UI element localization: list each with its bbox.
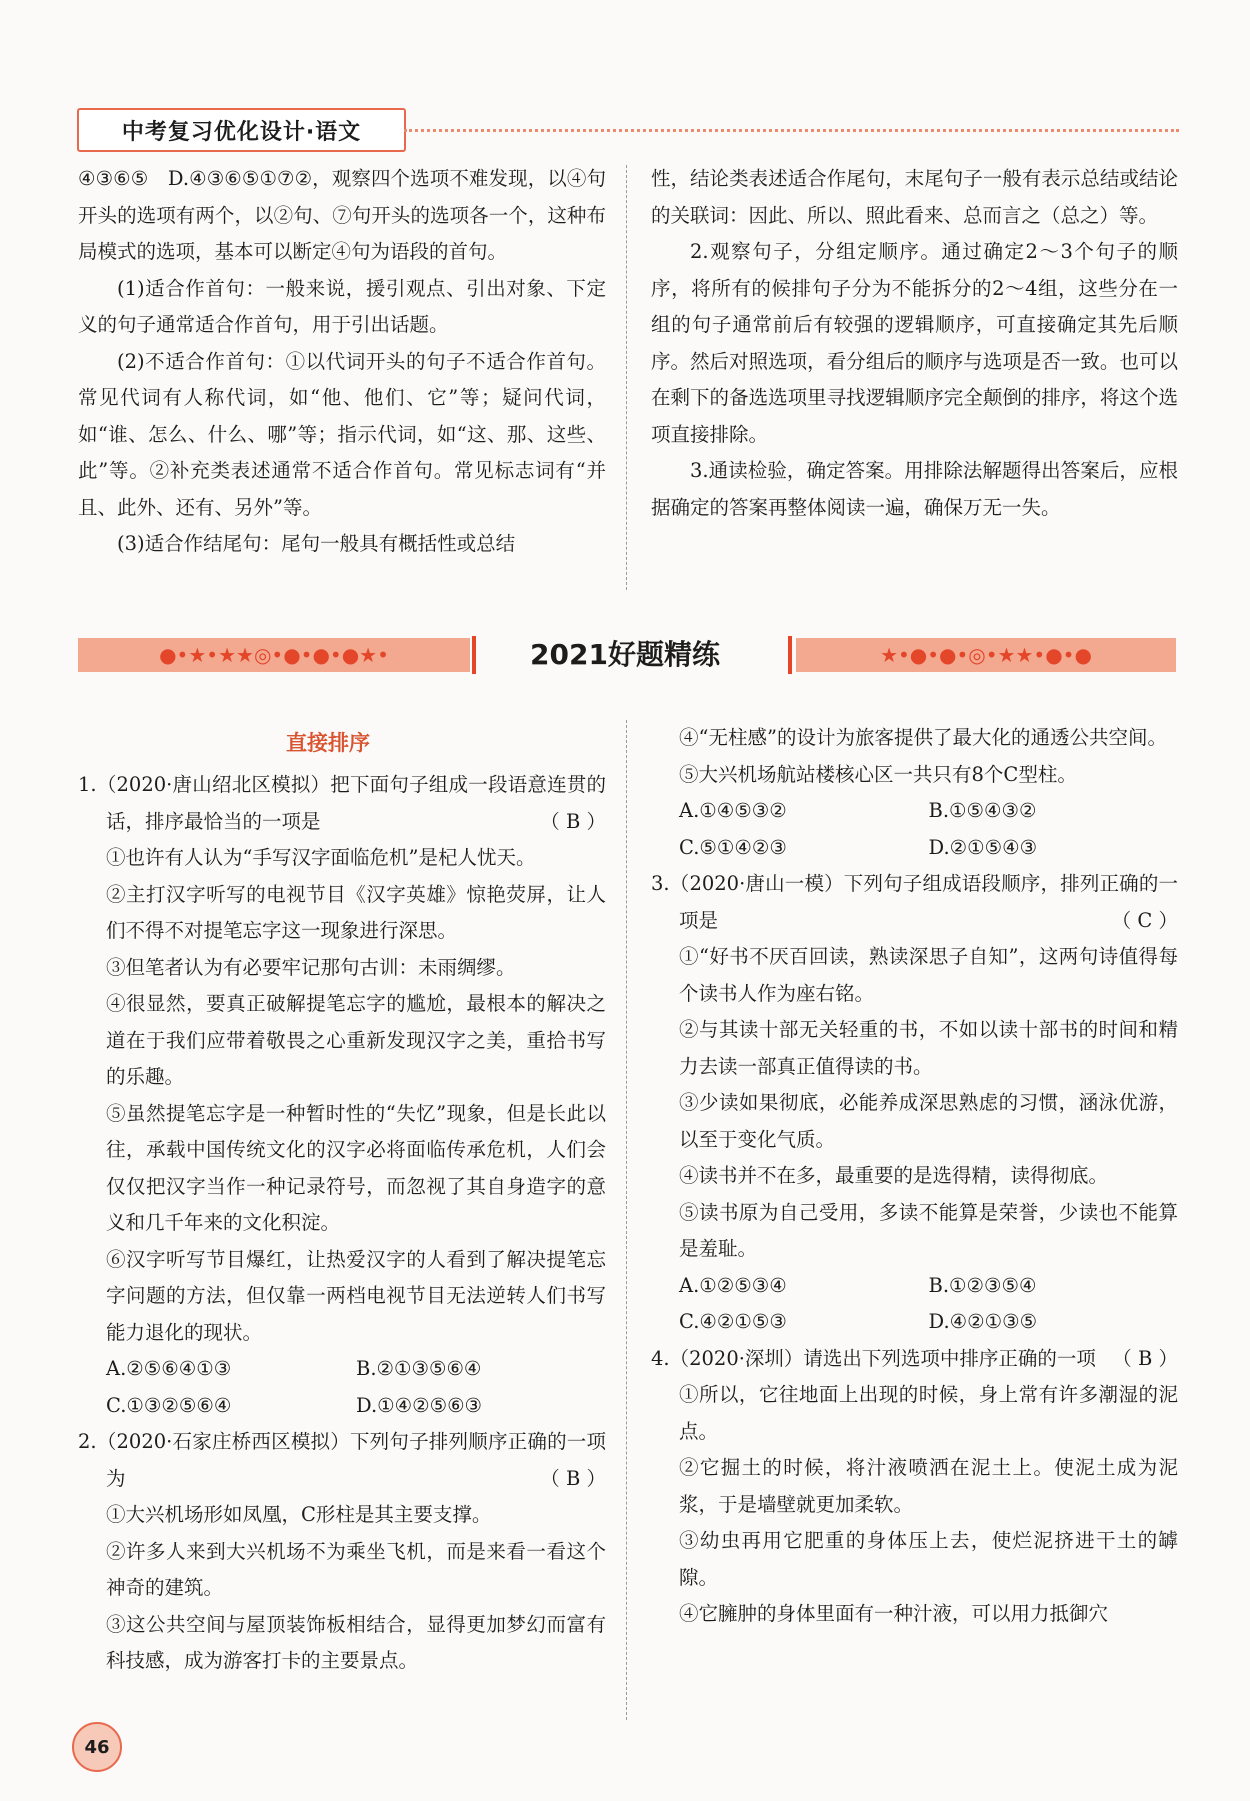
option: B.②①③⑤⑥④ <box>356 1357 482 1380</box>
option: D.④②①③⑤ <box>928 1310 1038 1333</box>
banner-bar-left <box>472 636 476 674</box>
banner-right <box>796 638 1176 672</box>
option: C.⑤①④②③ <box>679 835 787 859</box>
decoration-icons: ●•★•★★◎•●•●•●★• <box>159 643 389 667</box>
option: D.①④②⑤⑥③ <box>356 1393 483 1417</box>
option: D.②①⑤④③ <box>928 835 1038 859</box>
list-item: ③这公共空间与屋顶装饰板相结合，显得更加梦幻而富有科技感，成为游客打卡的主要景点。 <box>106 1612 606 1672</box>
paragraph: (1)适合作首句：一般来说，援引观点、引出对象、下定义的句子通常适合作首句，用于引出话题。 <box>78 276 606 336</box>
list-item: ②与其读十部无关轻重的书，不如以读十部书的时间和精力去读一部真正值得读的书。 <box>679 1018 1178 1078</box>
option: C.④②①⑤③ <box>679 1310 787 1333</box>
header-dotted-line <box>404 129 1179 132</box>
option: A.①④⑤③② <box>679 799 787 822</box>
list-item: ⑤大兴机场航站楼核心区一共只有8个C型柱。 <box>679 762 1077 786</box>
list-item: ①也许有人认为“手写汉字面临危机”是杞人忧天。 <box>106 846 536 869</box>
answer: （ C ） <box>1111 908 1178 932</box>
question-stem: 2.（2020·石家庄桥西区模拟）下列句子排列顺序正确的一项为 （ B ） <box>78 1424 606 1497</box>
list-item: ①所以，它往地面上出现的时候，身上常有许多潮湿的泥点。 <box>679 1383 1178 1443</box>
column-divider <box>626 720 627 1720</box>
list-item: ⑤读书原为自己受用，多读不能算是荣誉，少读也不能算是羞耻。 <box>679 1200 1178 1260</box>
list-item: ①大兴机场形如凤凰，C形柱是其主要支撑。 <box>106 1503 492 1526</box>
decoration-icons: ★•●•●•◎•★★•●•● <box>880 643 1092 667</box>
option: C.①③②⑤⑥④ <box>106 1393 232 1417</box>
header-title: 中考复习优化设计·语文 <box>77 108 406 152</box>
paragraph: ④③⑥⑤ D.④③⑥⑤①⑦②，观察四个选项不难发现，以④句开头的选项有两个，以②句、⑦句开头的选项各一个，这种布局模式的选项，基本可以断定④句为语段的首句。 <box>78 167 606 263</box>
options-row <box>651 793 1178 830</box>
options-row <box>78 1351 606 1388</box>
answer: （ B ） <box>1112 1346 1178 1370</box>
list-item: ③幼虫再用它肥重的身体压上去，使烂泥挤进干土的罅隙。 <box>679 1529 1178 1589</box>
bottom-left-column <box>78 767 606 1680</box>
list-item: ④“无柱感”的设计为旅客提供了最大化的通透公共空间。 <box>679 726 1167 749</box>
question-stem: 3.（2020·唐山一模）下列句子组成语段顺序，排列正确的一项是 （ C ） <box>651 866 1178 939</box>
section-title: 2021好题精练 <box>530 638 720 671</box>
subsection-title: 直接排序 <box>286 731 370 755</box>
option: A.②⑤⑥④①③ <box>106 1357 232 1380</box>
options-row <box>78 1388 606 1425</box>
list-item: ②它掘土的时候，将汁液喷洒在泥土上。使泥土成为泥浆，于是墙壁就更加柔软。 <box>679 1456 1178 1516</box>
paragraph: 性，结论类表述适合作尾句，末尾句子一般有表示总结或结论的关联词：因此、所以、照此看来、总而言之（总之）等。 <box>651 167 1178 227</box>
list-item: ④它臃肿的身体里面有一种汁液，可以用力抵御穴 <box>679 1602 1109 1625</box>
paragraph: 3.通读检验，确定答案。用排除法解题得出答案后，应根据确定的答案再整体阅读一遍，确保万无一失。 <box>651 459 1178 519</box>
top-left-column <box>78 161 606 563</box>
options-row <box>651 1268 1178 1305</box>
answer: （ B ） <box>540 1466 606 1490</box>
question-stem: 4.（2020·深圳）请选出下列选项中排序正确的一项 （ B ） <box>651 1341 1178 1378</box>
options-row <box>651 1304 1178 1341</box>
list-item: ④很显然，要真正破解提笔忘字的尴尬，最根本的解决之道在于我们应带着敬畏之心重新发现汉字之美，重拾书写的乐趣。 <box>106 992 606 1088</box>
options-row <box>651 830 1178 867</box>
list-item: ⑥汉字听写节目爆红，让热爱汉字的人看到了解决提笔忘字问题的方法，但仅靠一两档电视节目无法逆转人们书写能力退化的现状。 <box>106 1247 606 1344</box>
question-stem: 1.（2020·唐山绍北区模拟）把下面句子组成一段语意连贯的话，排序最恰当的一项是 （ B ） <box>78 767 606 840</box>
option: B.①②③⑤④ <box>928 1273 1037 1297</box>
option: A.①②⑤③④ <box>679 1273 787 1297</box>
option: B.①⑤④③② <box>928 799 1037 822</box>
banner-left <box>78 638 470 672</box>
top-right-column <box>651 161 1178 526</box>
list-item: ④读书并不在多，最重要的是选得精，读得彻底。 <box>679 1164 1109 1187</box>
bottom-right-column <box>651 720 1178 1633</box>
page-number: 46 <box>72 1722 122 1772</box>
column-divider <box>626 165 627 590</box>
list-item: ③但笔者认为有必要牢记那句古训：未雨绸缪。 <box>106 955 516 979</box>
paragraph: (3)适合作结尾句：尾句一般具有概括性或总结 <box>117 532 516 555</box>
list-item: ⑤虽然提笔忘字是一种暂时性的“失忆”现象，但是长此以往，承载中国传统文化的汉字必将面临传承危机，人们会仅仅把汉字当作一种记录符号，而忽视了其自身造字的意义和几千年来的文化积淀。 <box>106 1101 606 1234</box>
list-item: ②许多人来到大兴机场不为乘坐飞机，而是来看一看这个神奇的建筑。 <box>106 1539 606 1599</box>
list-item: ②主打汉字听写的电视节目《汉字英雄》惊艳荧屏，让人们不得不对提笔忘字这一现象进行深思。 <box>106 882 606 942</box>
paragraph: 2.观察句子，分组定顺序。通过确定2～3个句子的顺序，将所有的候排句子分为不能拆分的2～4组，这些分在一组的句子通常前后有较强的逻辑顺序，可直接确定其先后顺序。然后对照选项，看分组后的顺序与选项是否一致。也可以在剩下的备选选项里寻找逻辑顺序完全颠倒的排序，将这个选项直接排除。 <box>651 240 1178 446</box>
answer: （ B ） <box>540 809 606 833</box>
list-item: ①“好书不厌百回读，熟读深思子自知”，这两句诗值得每个读书人作为座右铭。 <box>679 945 1178 1005</box>
list-item: ③少读如果彻底，必能养成深思熟虑的习惯，涵泳优游，以至于变化气质。 <box>679 1091 1178 1151</box>
banner-bar-right <box>788 636 792 674</box>
paragraph: (2)不适合作首句：①以代词开头的句子不适合作首句。常见代词有人称代词，如“他、他们、它”等；疑问代词，如“谁、怎么、什么、哪”等；指示代词，如“这、那、这些、此”等。②补充类表述通常不适合作首句。常见标志词有“并且、此外、还有、另外”等。 <box>78 349 606 519</box>
